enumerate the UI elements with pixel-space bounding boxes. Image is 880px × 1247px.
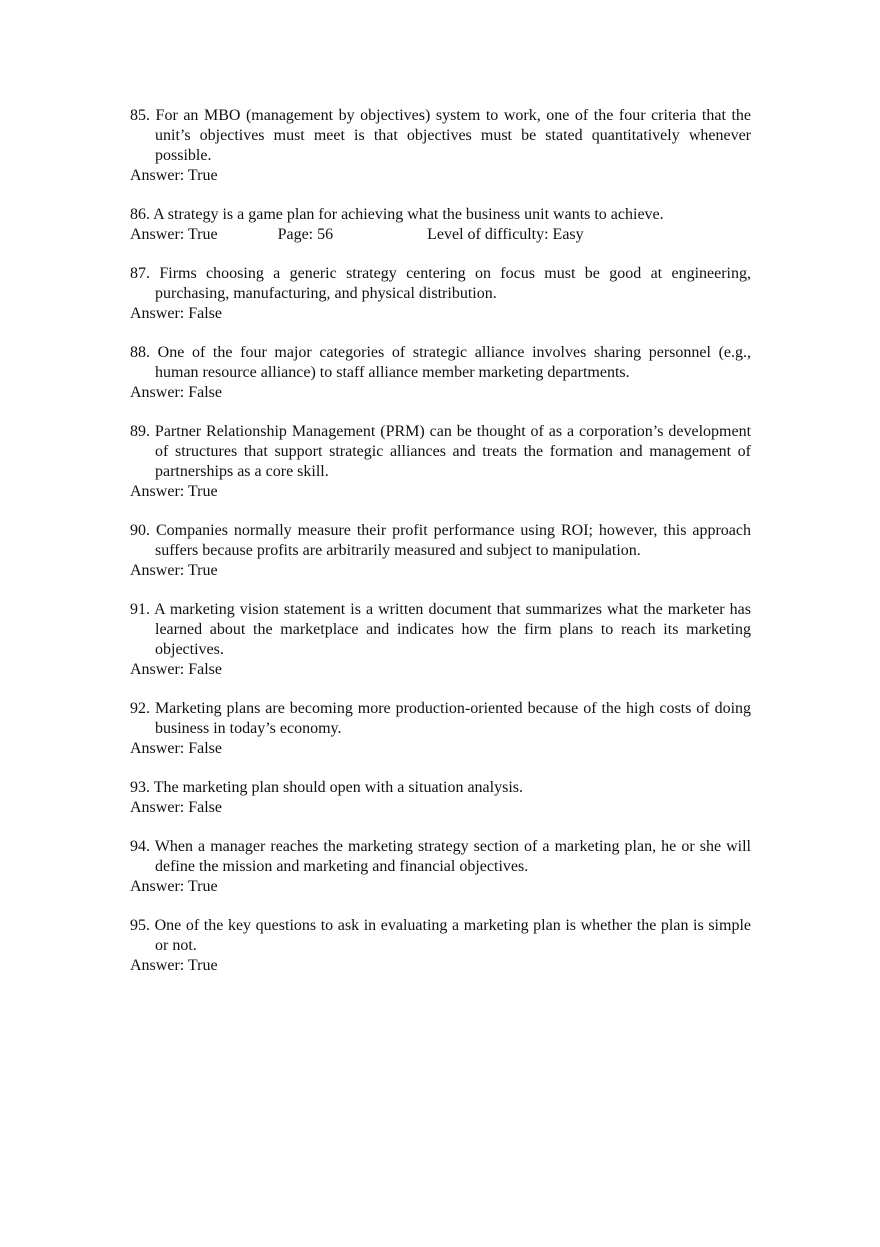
answer-line xyxy=(130,561,751,581)
question-text: A marketing vision statement is a written document that summarizes what the marketer has learned about the marketplace and indicates how the firm plans to reach its marketing objectives. xyxy=(154,601,751,658)
answer-text: Answer: False xyxy=(130,661,222,678)
answer-line xyxy=(130,166,751,186)
question-93 xyxy=(130,778,751,818)
question-88 xyxy=(130,343,751,403)
answer-text: Answer: False xyxy=(130,740,222,757)
question-text: Firms choosing a generic strategy centering on focus must be good at engineering, purchasing, manufacturing, and physical distribution. xyxy=(155,265,751,302)
answer-text: Answer: True xyxy=(130,167,218,184)
answer-line xyxy=(130,660,751,680)
question-text: When a manager reaches the marketing strategy section of a marketing plan, he or she will define the mission and marketing and financial objectives. xyxy=(154,838,751,875)
question-text: One of the four major categories of strategic alliance involves sharing personnel (e.g., human resource alliance) to staff alliance member marketing departments. xyxy=(155,344,752,381)
question-number: 92. xyxy=(130,700,150,717)
question-text: One of the key questions to ask in evaluating a marketing plan is whether the plan is simple or not. xyxy=(154,917,751,954)
answer-text: Answer: False xyxy=(130,799,222,816)
question-stem xyxy=(130,422,751,482)
answer-text: Answer: False xyxy=(130,305,222,322)
question-stem xyxy=(130,521,751,561)
question-number: 95. xyxy=(130,917,150,934)
question-87 xyxy=(130,264,751,324)
question-stem xyxy=(130,778,751,798)
question-number: 90. xyxy=(130,522,150,539)
answer-text: Answer: True xyxy=(130,226,218,243)
answer-text: Answer: True xyxy=(130,957,218,974)
question-stem xyxy=(130,205,751,225)
question-90 xyxy=(130,521,751,581)
question-list xyxy=(130,106,751,995)
question-number: 86. xyxy=(130,206,150,223)
question-stem xyxy=(130,699,751,739)
question-text: A strategy is a game plan for achieving what the business unit wants to achieve. xyxy=(153,206,664,223)
question-91 xyxy=(130,600,751,680)
answer-line xyxy=(130,304,751,324)
answer-line xyxy=(130,877,751,897)
question-92 xyxy=(130,699,751,759)
question-number: 94. xyxy=(130,838,150,855)
question-number: 91. xyxy=(130,601,150,618)
answer-line xyxy=(130,956,751,976)
question-text: Marketing plans are becoming more production-oriented because of the high costs of doing business in today’s economy. xyxy=(154,700,752,737)
page-reference: Page: 56 xyxy=(277,226,334,243)
answer-text: Answer: True xyxy=(130,562,218,579)
question-89 xyxy=(130,422,751,502)
question-stem xyxy=(130,106,751,166)
question-94 xyxy=(130,837,751,897)
answer-line xyxy=(130,798,751,818)
question-stem xyxy=(130,837,751,877)
question-text: Companies normally measure their profit performance using ROI; however, this approach suffers because profits are arbitrarily measured and subject to manipulation. xyxy=(155,522,752,559)
question-number: 89. xyxy=(130,423,150,440)
question-85 xyxy=(130,106,751,186)
question-text: The marketing plan should open with a situation analysis. xyxy=(153,779,523,796)
answer-line xyxy=(130,739,751,759)
question-number: 85. xyxy=(130,107,150,124)
question-number: 87. xyxy=(130,265,150,282)
answer-line xyxy=(130,482,751,502)
question-stem xyxy=(130,264,751,304)
answer-line xyxy=(130,383,751,403)
question-text: Partner Relationship Management (PRM) can be thought of as a corporation’s development of structures that support strategic alliances and treats the formation and management of partnerships as a core skill. xyxy=(154,423,752,480)
difficulty-level: Level of difficulty: Easy xyxy=(427,226,584,243)
question-number: 88. xyxy=(130,344,150,361)
question-stem xyxy=(130,916,751,956)
question-95 xyxy=(130,916,751,976)
answer-line xyxy=(130,225,751,245)
question-86 xyxy=(130,205,751,245)
question-stem xyxy=(130,343,751,383)
answer-text: Answer: True xyxy=(130,483,218,500)
question-text: For an MBO (management by objectives) system to work, one of the four criteria that the unit’s objectives must meet is that objectives must be stated quantitatively whenever possible. xyxy=(155,107,751,164)
question-number: 93. xyxy=(130,779,150,796)
answer-text: Answer: True xyxy=(130,878,218,895)
question-stem xyxy=(130,600,751,660)
answer-text: Answer: False xyxy=(130,384,222,401)
